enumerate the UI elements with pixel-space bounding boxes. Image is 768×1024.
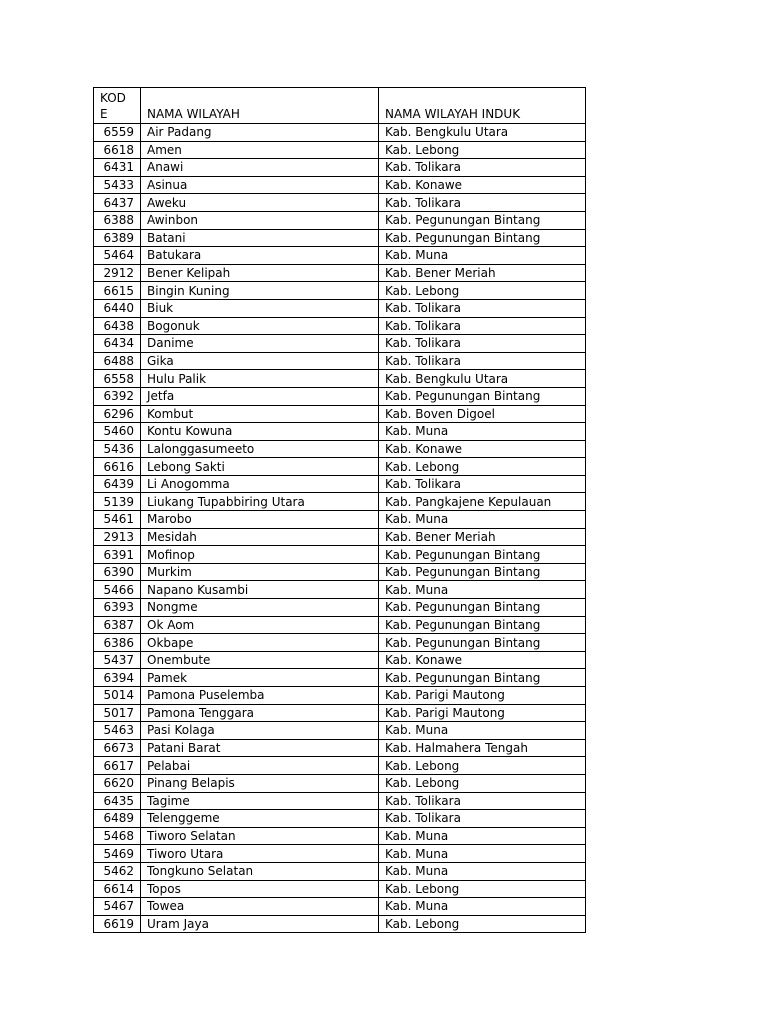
nama-wilayah-cell: Bogonuk [141, 317, 379, 335]
nama-wilayah-induk-cell: Kab. Muna [379, 827, 586, 845]
table-row [94, 299, 586, 317]
nama-wilayah-induk-cell: Kab. Pegunungan Bintang [379, 599, 586, 617]
nama-wilayah-cell: Mesidah [141, 528, 379, 546]
kode-cell: 5014 [94, 687, 141, 705]
nama-wilayah-induk-cell: Kab. Tolikara [379, 317, 586, 335]
table-row [94, 634, 586, 652]
nama-wilayah-induk-cell: Kab. Konawe [379, 440, 586, 458]
nama-wilayah-cell: Ok Aom [141, 616, 379, 634]
nama-wilayah-cell: Pasi Kolaga [141, 722, 379, 740]
nama-wilayah-cell: Onembute [141, 651, 379, 669]
nama-wilayah-cell: Nongme [141, 599, 379, 617]
kode-cell: 6488 [94, 352, 141, 370]
kode-cell: 6618 [94, 141, 141, 159]
nama-wilayah-induk-cell: Kab. Pegunungan Bintang [379, 387, 586, 405]
table-row [94, 317, 586, 335]
nama-wilayah-cell: Batukara [141, 247, 379, 265]
nama-wilayah-induk-cell: Kab. Pegunungan Bintang [379, 546, 586, 564]
table-row [94, 282, 586, 300]
table-row [94, 440, 586, 458]
nama-wilayah-induk-cell: Kab. Parigi Mautong [379, 704, 586, 722]
table-row [94, 229, 586, 247]
nama-wilayah-cell: Biuk [141, 299, 379, 317]
kode-cell: 6393 [94, 599, 141, 617]
kode-cell: 5469 [94, 845, 141, 863]
table-row [94, 792, 586, 810]
table-row [94, 898, 586, 916]
nama-wilayah-induk-cell: Kab. Pegunungan Bintang [379, 211, 586, 229]
nama-wilayah-cell: Awinbon [141, 211, 379, 229]
table-row [94, 651, 586, 669]
table-row [94, 687, 586, 705]
table-row [94, 352, 586, 370]
table-row [94, 827, 586, 845]
kode-cell: 5464 [94, 247, 141, 265]
nama-wilayah-cell: Liukang Tupabbiring Utara [141, 493, 379, 511]
nama-wilayah-induk-cell: Kab. Muna [379, 423, 586, 441]
nama-wilayah-induk-cell: Kab. Muna [379, 845, 586, 863]
nama-wilayah-induk-cell: Kab. Pegunungan Bintang [379, 634, 586, 652]
header-kode: KODE [94, 88, 141, 124]
nama-wilayah-cell: Batani [141, 229, 379, 247]
table-row [94, 475, 586, 493]
nama-wilayah-induk-cell: Kab. Bengkulu Utara [379, 124, 586, 142]
table-row [94, 880, 586, 898]
nama-wilayah-cell: Kombut [141, 405, 379, 423]
nama-wilayah-cell: Bener Kelipah [141, 264, 379, 282]
table-row [94, 757, 586, 775]
table-row [94, 405, 586, 423]
kode-cell: 5468 [94, 827, 141, 845]
nama-wilayah-cell: Amen [141, 141, 379, 159]
table-row [94, 739, 586, 757]
kode-cell: 6437 [94, 194, 141, 212]
table-row [94, 458, 586, 476]
table-row [94, 176, 586, 194]
nama-wilayah-cell: Aweku [141, 194, 379, 212]
nama-wilayah-induk-cell: Kab. Pegunungan Bintang [379, 616, 586, 634]
nama-wilayah-cell: Lebong Sakti [141, 458, 379, 476]
table-row [94, 616, 586, 634]
nama-wilayah-cell: Tiworo Utara [141, 845, 379, 863]
table-row [94, 493, 586, 511]
kode-cell: 6558 [94, 370, 141, 388]
table-row [94, 264, 586, 282]
nama-wilayah-cell: Anawi [141, 159, 379, 177]
kode-cell: 5433 [94, 176, 141, 194]
nama-wilayah-induk-cell: Kab. Bener Meriah [379, 264, 586, 282]
kode-cell: 5461 [94, 511, 141, 529]
table-row [94, 159, 586, 177]
kode-cell: 6619 [94, 915, 141, 933]
table-row [94, 563, 586, 581]
table-row [94, 862, 586, 880]
nama-wilayah-cell: Mofinop [141, 546, 379, 564]
nama-wilayah-induk-cell: Kab. Lebong [379, 458, 586, 476]
table-row [94, 546, 586, 564]
kode-cell: 6559 [94, 124, 141, 142]
kode-cell: 5467 [94, 898, 141, 916]
kode-cell: 6615 [94, 282, 141, 300]
table-row [94, 247, 586, 265]
nama-wilayah-cell: Tiworo Selatan [141, 827, 379, 845]
header-nama-wilayah: NAMA WILAYAH [141, 88, 379, 124]
kode-cell: 5462 [94, 862, 141, 880]
nama-wilayah-induk-cell: Kab. Tolikara [379, 194, 586, 212]
nama-wilayah-induk-cell: Kab. Lebong [379, 915, 586, 933]
table-row [94, 810, 586, 828]
table-row [94, 511, 586, 529]
nama-wilayah-cell: Okbape [141, 634, 379, 652]
table-row [94, 211, 586, 229]
nama-wilayah-cell: Air Padang [141, 124, 379, 142]
table-row [94, 722, 586, 740]
nama-wilayah-cell: Pamona Tenggara [141, 704, 379, 722]
nama-wilayah-cell: Marobo [141, 511, 379, 529]
kode-cell: 5460 [94, 423, 141, 441]
nama-wilayah-cell: Jetfa [141, 387, 379, 405]
table-row [94, 423, 586, 441]
nama-wilayah-cell: Lalonggasumeeto [141, 440, 379, 458]
nama-wilayah-cell: Pelabai [141, 757, 379, 775]
nama-wilayah-cell: Asinua [141, 176, 379, 194]
nama-wilayah-induk-cell: Kab. Parigi Mautong [379, 687, 586, 705]
nama-wilayah-induk-cell: Kab. Pegunungan Bintang [379, 563, 586, 581]
nama-wilayah-induk-cell: Kab. Tolikara [379, 352, 586, 370]
kode-cell: 6489 [94, 810, 141, 828]
table-row [94, 599, 586, 617]
table-row [94, 387, 586, 405]
table-row [94, 845, 586, 863]
nama-wilayah-cell: Pamek [141, 669, 379, 687]
kode-cell: 6388 [94, 211, 141, 229]
nama-wilayah-cell: Gika [141, 352, 379, 370]
region-table [93, 87, 586, 933]
table-row [94, 528, 586, 546]
nama-wilayah-induk-cell: Kab. Tolikara [379, 335, 586, 353]
nama-wilayah-induk-cell: Kab. Muna [379, 511, 586, 529]
kode-cell: 6620 [94, 774, 141, 792]
nama-wilayah-induk-cell: Kab. Muna [379, 898, 586, 916]
kode-cell: 6440 [94, 299, 141, 317]
nama-wilayah-induk-cell: Kab. Lebong [379, 282, 586, 300]
nama-wilayah-induk-cell: Kab. Muna [379, 862, 586, 880]
kode-cell: 6296 [94, 405, 141, 423]
kode-cell: 6392 [94, 387, 141, 405]
nama-wilayah-cell: Uram Jaya [141, 915, 379, 933]
kode-cell: 6616 [94, 458, 141, 476]
kode-cell: 6435 [94, 792, 141, 810]
table-row [94, 141, 586, 159]
nama-wilayah-induk-cell: Kab. Halmahera Tengah [379, 739, 586, 757]
nama-wilayah-cell: Kontu Kowuna [141, 423, 379, 441]
kode-cell: 6389 [94, 229, 141, 247]
nama-wilayah-induk-cell: Kab. Konawe [379, 651, 586, 669]
kode-cell: 5017 [94, 704, 141, 722]
kode-cell: 6431 [94, 159, 141, 177]
nama-wilayah-induk-cell: Kab. Muna [379, 722, 586, 740]
kode-cell: 2912 [94, 264, 141, 282]
kode-cell: 6386 [94, 634, 141, 652]
kode-cell: 6387 [94, 616, 141, 634]
kode-cell: 5139 [94, 493, 141, 511]
table-row [94, 774, 586, 792]
nama-wilayah-induk-cell: Kab. Tolikara [379, 299, 586, 317]
kode-cell: 5466 [94, 581, 141, 599]
nama-wilayah-induk-cell: Kab. Tolikara [379, 159, 586, 177]
kode-cell: 6617 [94, 757, 141, 775]
kode-cell: 6614 [94, 880, 141, 898]
kode-cell: 5436 [94, 440, 141, 458]
nama-wilayah-induk-cell: Kab. Muna [379, 247, 586, 265]
kode-cell: 6394 [94, 669, 141, 687]
nama-wilayah-cell: Tagime [141, 792, 379, 810]
kode-cell: 6391 [94, 546, 141, 564]
kode-cell: 6673 [94, 739, 141, 757]
table-row [94, 335, 586, 353]
nama-wilayah-cell: Bingin Kuning [141, 282, 379, 300]
nama-wilayah-induk-cell: Kab. Pegunungan Bintang [379, 229, 586, 247]
nama-wilayah-cell: Li Anogomma [141, 475, 379, 493]
nama-wilayah-cell: Tongkuno Selatan [141, 862, 379, 880]
nama-wilayah-cell: Pamona Puselemba [141, 687, 379, 705]
nama-wilayah-cell: Pinang Belapis [141, 774, 379, 792]
nama-wilayah-induk-cell: Kab. Tolikara [379, 475, 586, 493]
nama-wilayah-cell: Towea [141, 898, 379, 916]
nama-wilayah-induk-cell: Kab. Boven Digoel [379, 405, 586, 423]
nama-wilayah-induk-cell: Kab. Bengkulu Utara [379, 370, 586, 388]
table-row [94, 124, 586, 142]
nama-wilayah-induk-cell: Kab. Bener Meriah [379, 528, 586, 546]
header-nama-wilayah-induk: NAMA WILAYAH INDUK [379, 88, 586, 124]
nama-wilayah-induk-cell: Kab. Tolikara [379, 810, 586, 828]
nama-wilayah-induk-cell: Kab. Lebong [379, 141, 586, 159]
table-body [94, 124, 586, 933]
kode-cell: 5463 [94, 722, 141, 740]
nama-wilayah-induk-cell: Kab. Pegunungan Bintang [379, 669, 586, 687]
table-row [94, 704, 586, 722]
nama-wilayah-cell: Murkim [141, 563, 379, 581]
nama-wilayah-cell: Danime [141, 335, 379, 353]
kode-cell: 2913 [94, 528, 141, 546]
nama-wilayah-cell: Hulu Palik [141, 370, 379, 388]
nama-wilayah-induk-cell: Kab. Tolikara [379, 792, 586, 810]
nama-wilayah-induk-cell: Kab. Lebong [379, 880, 586, 898]
nama-wilayah-induk-cell: Kab. Konawe [379, 176, 586, 194]
kode-cell: 6390 [94, 563, 141, 581]
kode-cell: 6438 [94, 317, 141, 335]
nama-wilayah-induk-cell: Kab. Muna [379, 581, 586, 599]
nama-wilayah-cell: Topos [141, 880, 379, 898]
nama-wilayah-cell: Patani Barat [141, 739, 379, 757]
nama-wilayah-induk-cell: Kab. Pangkajene Kepulauan [379, 493, 586, 511]
nama-wilayah-induk-cell: Kab. Lebong [379, 774, 586, 792]
table-row [94, 669, 586, 687]
table-row [94, 370, 586, 388]
kode-cell: 6434 [94, 335, 141, 353]
nama-wilayah-induk-cell: Kab. Lebong [379, 757, 586, 775]
kode-cell: 5437 [94, 651, 141, 669]
table-row [94, 581, 586, 599]
nama-wilayah-cell: Telenggeme [141, 810, 379, 828]
table-header-row [94, 88, 586, 124]
table-row [94, 915, 586, 933]
nama-wilayah-cell: Napano Kusambi [141, 581, 379, 599]
table-row [94, 194, 586, 212]
kode-cell: 6439 [94, 475, 141, 493]
